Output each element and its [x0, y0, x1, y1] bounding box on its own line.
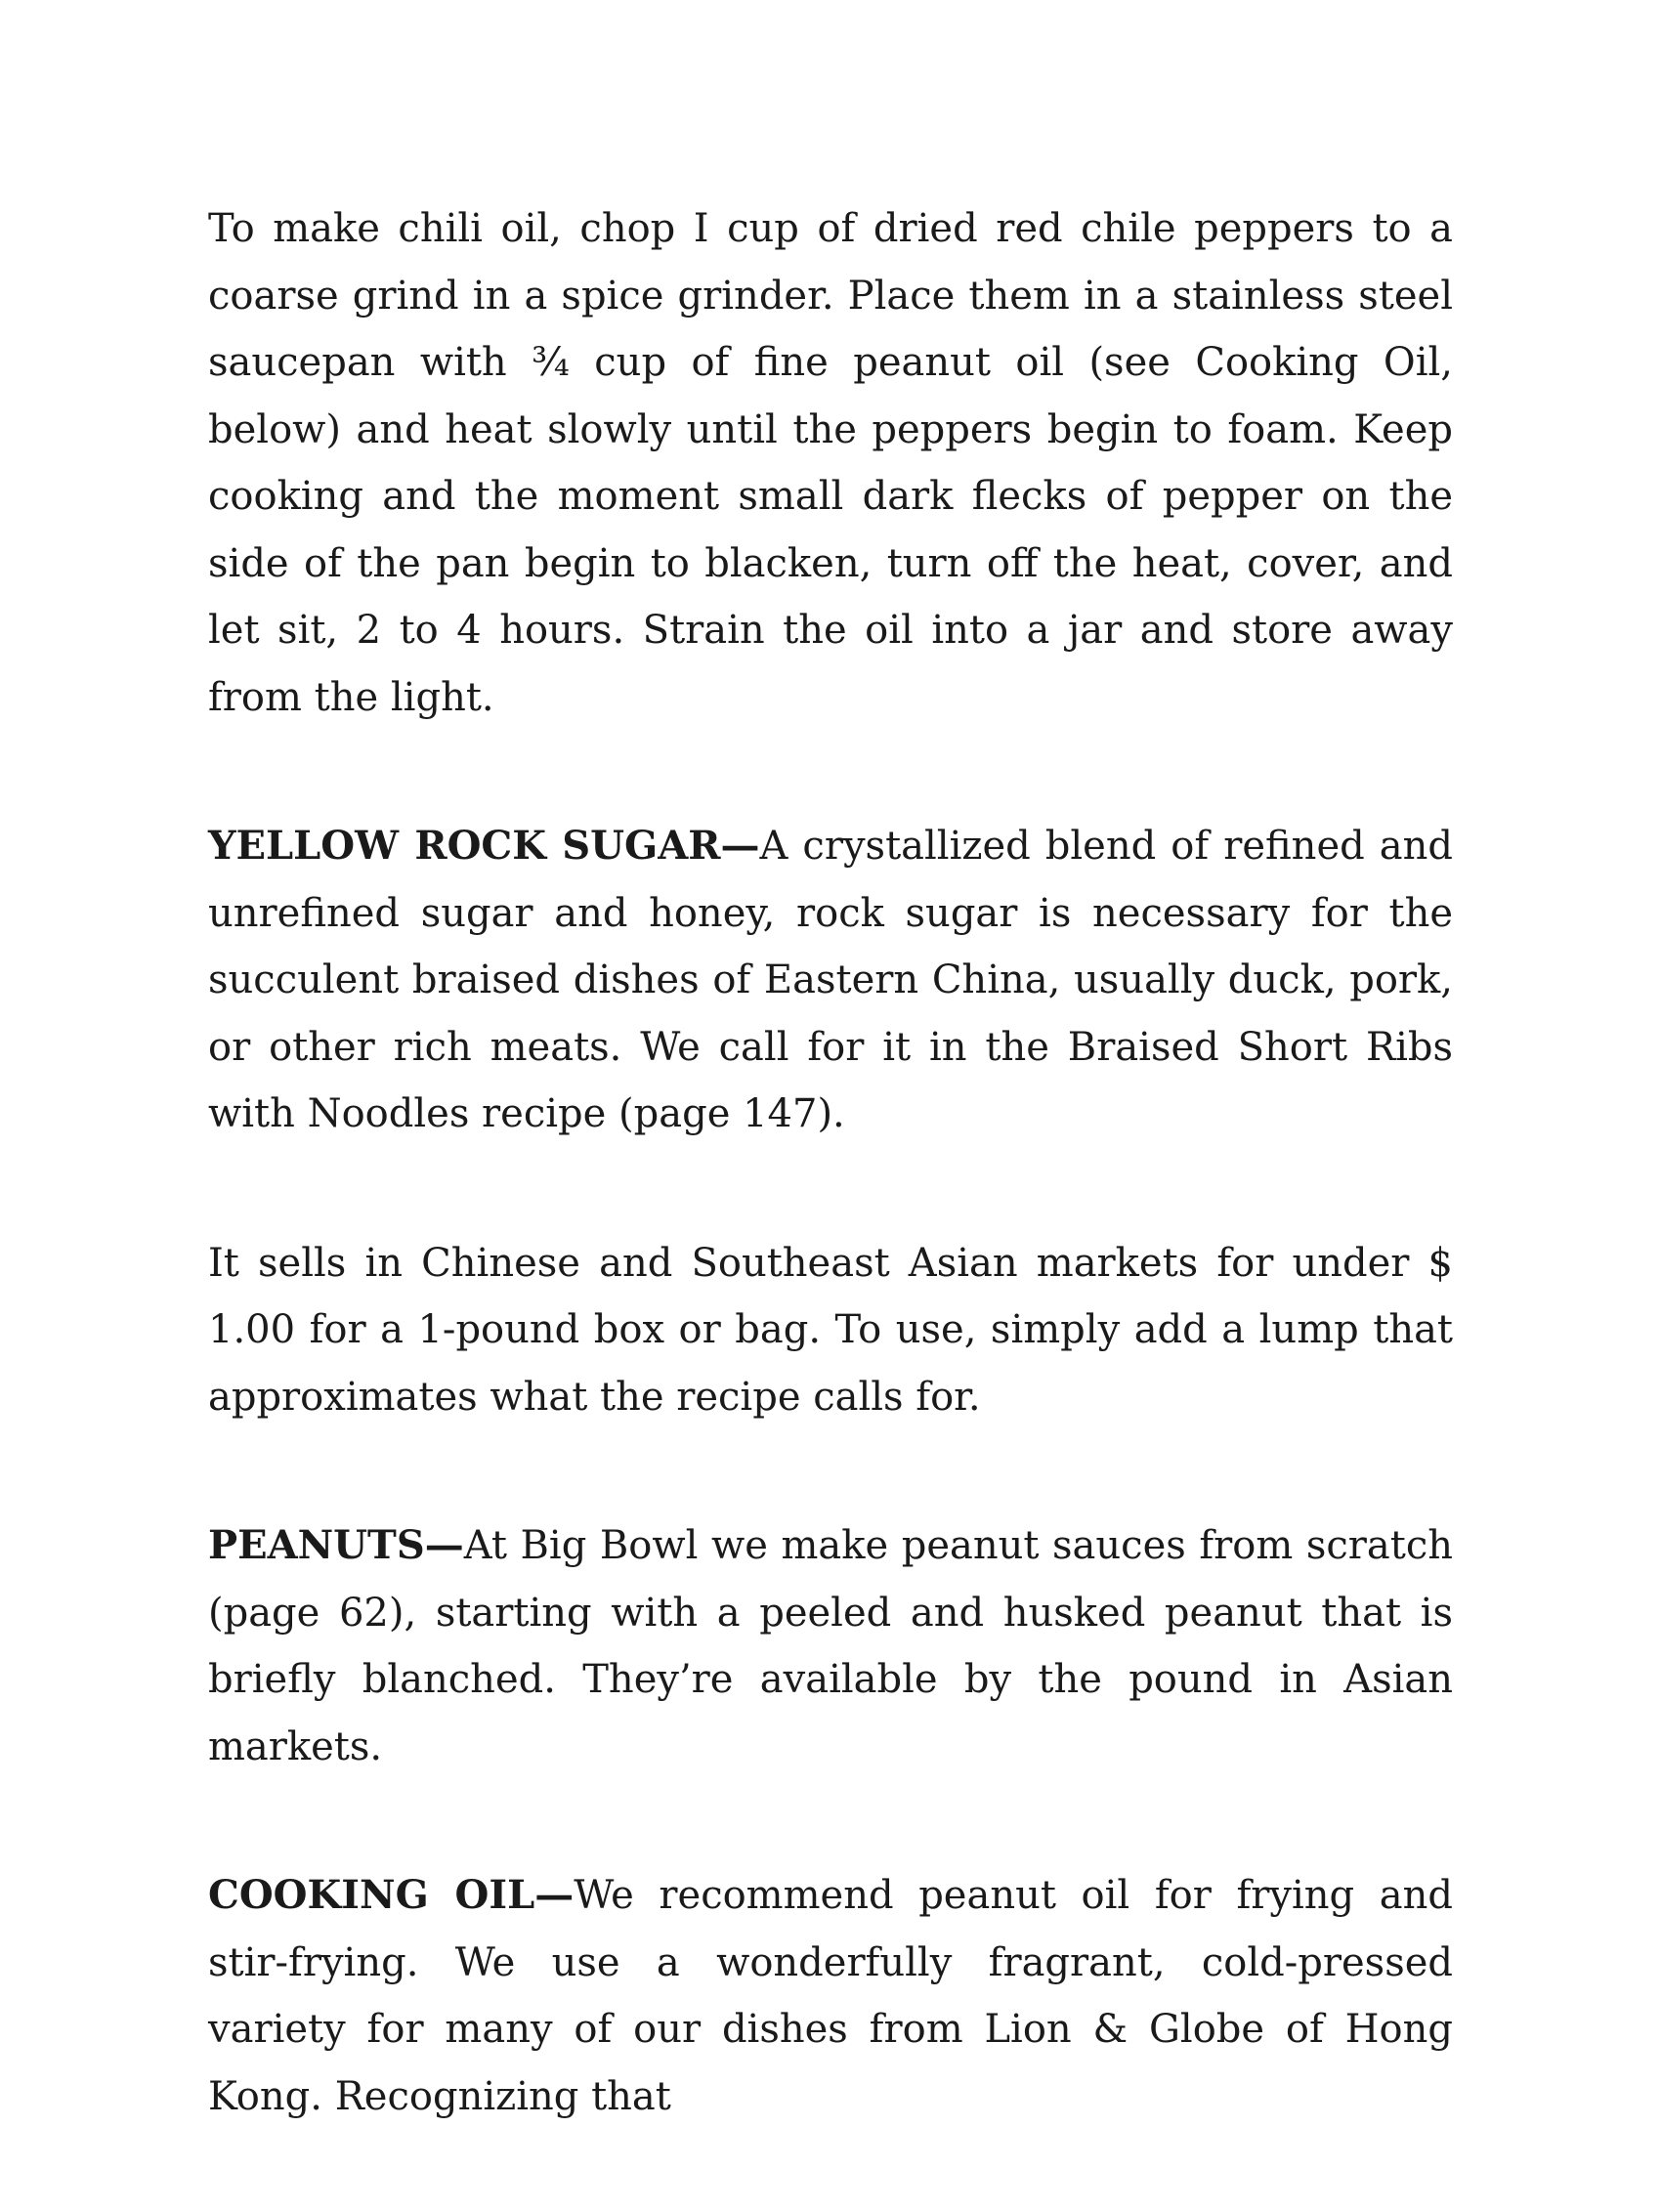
chili-oil-paragraph — [208, 195, 1453, 731]
rock-sugar-price-paragraph — [208, 1230, 1453, 1431]
paragraph-text: We recommend peanut oil for frying and stir-frying. We use a wonderfully fragrant, cold-pressed variety for many of our dishes from Lion & Globe of Hong Kong. Recognizing that — [208, 1873, 1453, 2119]
paragraph-text: To make chili oil, chop I cup of dried red chile peppers to a coarse grind in a spice grinder. Place them in a stainless steel saucepan with ¾ cup of fine peanut oil (see Cooking Oil, below) and heat slowly until the peppers begin to foam. Keep cooking and the moment small dark flecks of pepper on the side of the pan begin to blacken, turn off the heat, cover, and let sit, 2 to 4 hours. Strain the oil into a jar and store away from the light. — [208, 206, 1453, 720]
yellow-rock-sugar-paragraph — [208, 813, 1453, 1148]
document-page — [208, 195, 1453, 2212]
paragraph-term: COOKING OIL— — [208, 1872, 575, 1918]
paragraph-text: At Big Bowl we make peanut sauces from scratch (page 62), starting with a peeled and husked peanut that is briefly blanched. They’re available by the pound in Asian markets. — [208, 1523, 1453, 1769]
paragraph-text: A crystallized blend of refined and unrefined sugar and honey, rock sugar is necessary for the succulent braised dishes of Eastern China, usually duck, pork, or other rich meats. We call for it in the Braised Short Ribs with Noodles recipe (page 147). — [208, 824, 1453, 1136]
paragraph-term: PEANUTS— — [208, 1522, 464, 1568]
cooking-oil-paragraph — [208, 1862, 1453, 2130]
paragraph-text: It sells in Chinese and Southeast Asian markets for under $ 1.00 for a 1-pound box or bag. To use, simply add a lump that approximates what the recipe calls for. — [208, 1240, 1453, 1420]
paragraph-term: YELLOW ROCK SUGAR— — [208, 823, 760, 869]
peanuts-paragraph — [208, 1512, 1453, 1780]
